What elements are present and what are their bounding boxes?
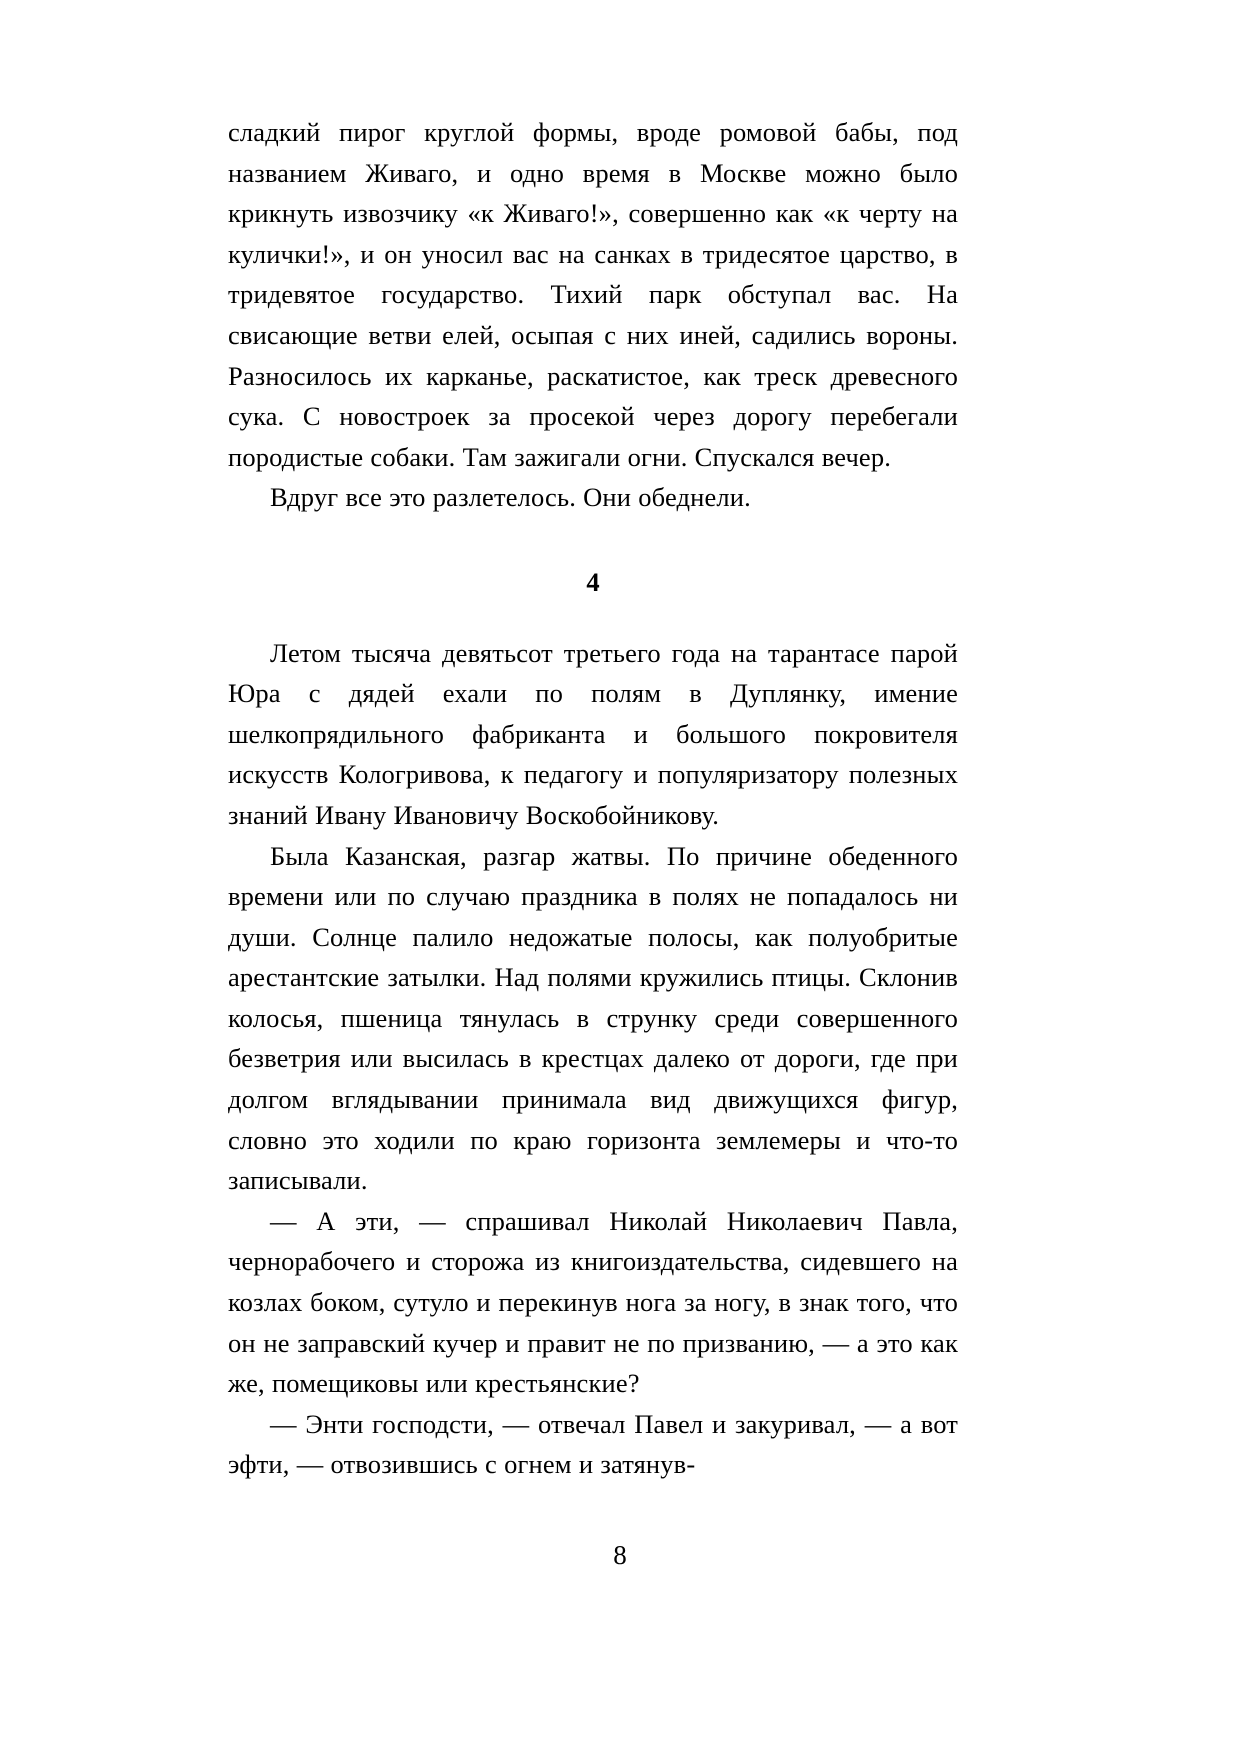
body-text-column	[228, 112, 958, 1485]
paragraph: Летом тысяча девятьсот третьего года на тарантасе парой Юра с дядей ехали по полям в Дуплянку, имение шелкопрядильного фабриканта и большого покровителя искусств Кологривова, к педагогу и популяризатору полезных знаний Ивану Ивановичу Воскобойникову.	[228, 637, 958, 830]
paragraph: Была Казанская, разгар жатвы. По причине обеденного времени или по случаю праздника в полях не попадалось ни души. Солнце палило недожатые полосы, как полуобритые арестантские затылки. Над полями кружились птицы. Склонив колосья, пшеница тянулась в струнку среди совершенного безветрия или высилась в крестцах далеко от дороги, где при долгом вглядывании принимала вид движущихся фигур, словно это ходили по краю горизонта землемеры и что-то записывали.	[228, 840, 958, 1196]
paragraph: Вдруг все это разлетелось. Они обеднели.	[270, 482, 751, 513]
paragraph-dialogue: — Энти господсти, — отвечал Павел и закуривал, — а вот эфти, — отвозившись с огнем и затянув-	[228, 1408, 958, 1480]
paragraph-continued: сладкий пирог круглой формы, вроде ромовой бабы, под названием Живаго, и одно время в Москве можно было крикнуть извозчику «к Живаго!», совершенно как «к черту на кулички!», и он уносил вас на санках в тридесятое царство, в тридевятое государство. Тихий парк обступал вас. На свисающие ветви елей, осыпая с них иней, садились вороны. Разносилось их карканье, раскатистое, как треск древесного сука. С новостроек за просекой через дорогу перебегали породистые собаки. Там зажигали огни. Спускался вечер.	[228, 117, 958, 472]
section-heading: 4	[586, 566, 600, 597]
page-number: 8	[613, 1540, 627, 1570]
paragraph-dialogue: — А эти, — спрашивал Николай Николаевич Павла, чернорабочего и сторожа из книгоиздательства, сидевшего на козлах боком, сутуло и перекинув нога за ногу, в знак того, что он не заправский кучер и правит не по призванию, — а это как же, помещиковы или крестьянские?	[228, 1205, 958, 1399]
